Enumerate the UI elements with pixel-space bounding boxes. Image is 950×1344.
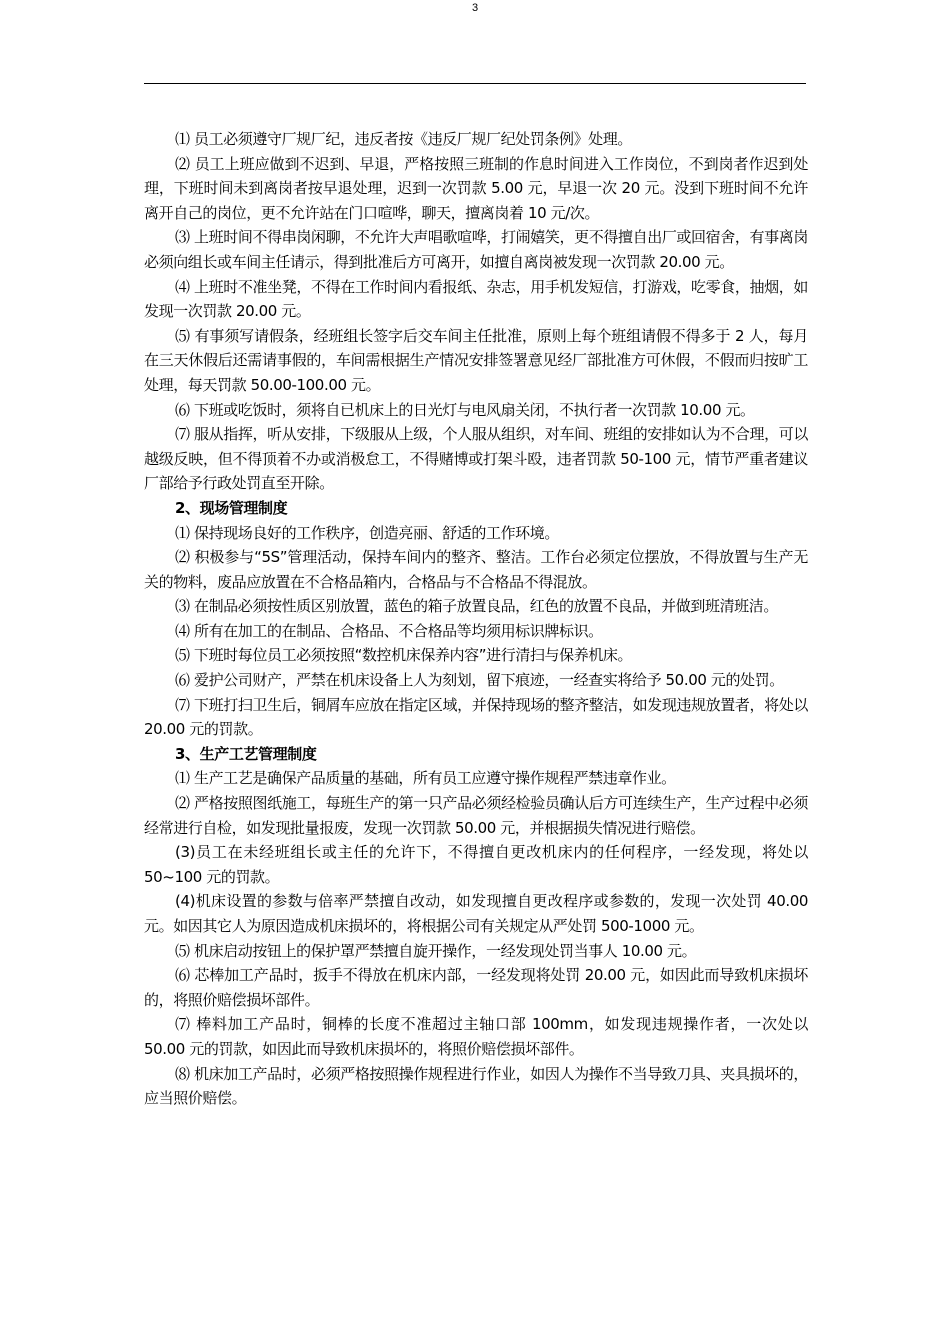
rule-paragraph: ⑸ 下班时每位员工必须按照“数控机床保养内容”进行清扫与保养机床。 [175,646,633,665]
rule-paragraph: ⑹ 下班或吃饭时，须将自已机床上的日光灯与电风扇关闭，不执行者一次罚款 10.00 元。 [175,400,755,419]
rule-paragraph: ⑸ 有事须写请假条，经班组长签字后交车间主任批准，原则上每个班组请假不得多于 2 人，每月在三天休假后还需请事假的，车间需根据生产情况安排签署意见经厂部批准方可休假，不假而归按旷工处理，每天罚款 50.00-100.00 元。 [144,326,808,394]
rule-paragraph: ⑶ 在制品必须按性质区别放置，蓝色的箱子放置良品，红色的放置不良品，并做到班清班洁。 [175,597,778,616]
rule-paragraph: ⑺ 下班打扫卫生后，铜屑车应放在指定区域，并保持现场的整齐整洁，如发现违规放置者，将处以 20.00 元的罚款。 [144,695,808,739]
rule-paragraph: ⑶ 上班时间不得串岗闲聊，不允许大声唱歌喧哗，打闹嬉笑，更不得擅自出厂或回宿舍，有事离岗必须向组长或车间主任请示，得到批准后方可离开，如擅自离岗被发现一次罚款 20.00 元。 [144,228,808,271]
rule-paragraph: ⑹ 爱护公司财产，严禁在机床设备上人为刻划，留下痕迹，一经查实将给予 50.00 元的处罚。 [175,671,784,690]
page-number: 3 [471,2,479,14]
rule-paragraph: ⑴ 生产工艺是确保产品质量的基础，所有员工应遵守操作规程严禁违章作业。 [175,769,676,788]
rule-paragraph: ⑴ 保持现场良好的工作秩序，创造亮丽、舒适的工作环境。 [175,523,559,542]
rule-paragraph: ⑻ 机床加工产品时，必须严格按照操作规程进行作业，如因人为操作不当导致刀具、夹具损坏的，应当照价赔偿。 [144,1064,808,1108]
section-heading-site-management: 2、现场管理制度 [175,498,288,517]
section-heading-production-process: 3、生产工艺管理制度 [175,744,317,763]
header-divider [144,83,806,84]
rule-paragraph: ⑷ 上班时不准坐凳，不得在工作时间内看报纸、杂志，用手机发短信，打游戏，吃零食，抽烟，如发现一次罚款 20.00 元。 [144,277,808,321]
rule-paragraph: ⑴ 员工必须遵守厂规厂纪，违反者按《违反厂规厂纪处罚条例》处理。 [175,130,632,148]
rule-paragraph: ⑸ 机床启动按钮上的保护罩严禁擅自旋开操作，一经发现处罚当事人 10.00 元。 [175,941,697,960]
rule-paragraph: (3)员工在未经班组长或主任的允许下，不得擅自更改机床内的任何程序，一经发现，将处以 50~100 元的罚款。 [144,843,808,886]
document-body [144,127,808,1111]
rule-paragraph: ⑵ 积极参与“5S”管理活动，保持车间内的整齐、整洁。工作台必须定位摆放，不得放置与生产无关的物料，废品应放置在不合格品箱内，合格品与不合格品不得混放。 [144,548,808,591]
rule-paragraph: ⑹ 芯棒加工产品时，扳手不得放在机床内部，一经发现将处罚 20.00 元，如因此而导致机床损坏的，将照价赔偿损坏部件。 [144,966,808,1009]
rule-paragraph: ⑵ 员工上班应做到不迟到、早退，严格按照三班制的作息时间进入工作岗位，不到岗者作迟到处理，下班时间未到离岗者按早退处理，迟到一次罚款 5.00 元，早退一次 20 元。没到下班时间不允许离开自己的岗位，更不允许站在门口喧哗，聊天，擅离岗着 10 元/次。 [144,154,808,222]
rule-paragraph: ⑷ 所有在加工的在制品、合格品、不合格品等均须用标识牌标识。 [175,621,603,640]
rule-paragraph: (4)机床设置的参数与倍率严禁擅自改动，如发现擅自更改程序或参数的，发现一次处罚 40.00 元。如因其它人为原因造成机床损坏的，将根据公司有关规定从严处罚 500-1000 元。 [144,892,808,935]
rule-paragraph: ⑵ 严格按照图纸施工，每班生产的第一只产品必须经检验员确认后方可连续生产，生产过程中必须经常进行自检，如发现批量报废，发现一次罚款 50.00 元，并根据损失情况进行赔偿。 [144,794,808,837]
rule-paragraph: ⑺ 服从指挥，听从安排，下级服从上级，个人服从组织，对车间、班组的安排如认为不合理，可以越级反映，但不得顶着不办或消极怠工，不得赌博或打架斗殴，违者罚款 50-100 元，情节严重者建议厂部给予行政处罚直至开除。 [144,425,808,493]
rule-paragraph: ⑺ 棒料加工产品时，铜棒的长度不准超过主轴口部 100mm，如发现违规操作者，一次处以 50.00 元的罚款，如因此而导致机床损坏的，将照价赔偿损坏部件。 [144,1015,808,1058]
